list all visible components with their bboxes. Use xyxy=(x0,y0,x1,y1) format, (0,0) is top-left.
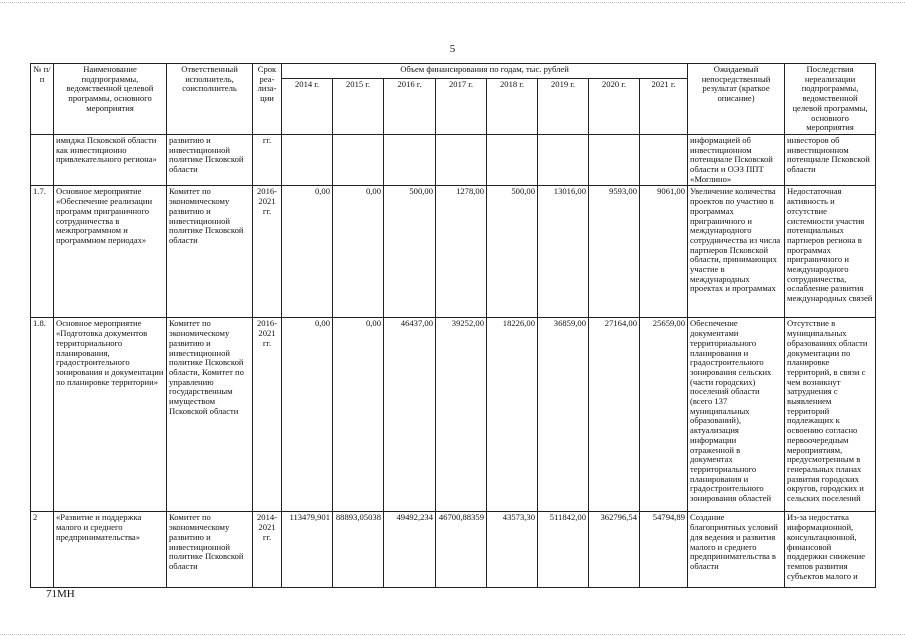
header-row-1 xyxy=(31,64,876,79)
row-value: 0,00 xyxy=(333,318,384,512)
page-number: 5 xyxy=(449,43,456,55)
row-value xyxy=(384,134,436,186)
scan-bottom-edge xyxy=(0,634,905,635)
header-name: Наименование подпрограммы, ведомственной целевой программы, основного мероприятия xyxy=(54,64,167,135)
row-value: 36859,00 xyxy=(538,318,589,512)
header-consequences: Последствия нереализации подпрограммы, ведомственной целевой программы, основного мероприятия xyxy=(785,64,876,135)
header-funding: Объем финансирования по годам, тыс. рублей xyxy=(282,64,688,79)
document-code: 71МН xyxy=(46,588,75,600)
row-result: Увеличение количества проектов по участию в программах приграничного и международного сотрудничества из числа партнеров Псковской области, принимающих участие в международных проектах и программах xyxy=(688,186,785,318)
table-row xyxy=(31,186,876,318)
row-value: 9593,00 xyxy=(589,186,640,318)
header-year: 2021 г. xyxy=(640,78,688,134)
row-value: 500,00 xyxy=(487,186,538,318)
header-result: Ожидаемый непосредственный результат (краткое описание) xyxy=(688,64,785,135)
row-value xyxy=(282,134,333,186)
row-num: 1.7. xyxy=(31,186,54,318)
row-result: информацией об инвестиционном потенциале Псковской области и ОЭЗ ППТ «Моглино» xyxy=(688,134,785,186)
row-term: 2014-2021 гг. xyxy=(253,512,282,588)
row-value: 18226,00 xyxy=(487,318,538,512)
row-value: 27164,00 xyxy=(589,318,640,512)
header-year: 2015 г. xyxy=(333,78,384,134)
row-value: 9061,00 xyxy=(640,186,688,318)
row-value: 46437,00 xyxy=(384,318,436,512)
header-year: 2018 г. xyxy=(487,78,538,134)
row-value: 1278,00 xyxy=(436,186,487,318)
row-value: 511842,00 xyxy=(538,512,589,588)
row-num: 1.8. xyxy=(31,318,54,512)
row-term: 2016-2021 гг. xyxy=(253,186,282,318)
row-value xyxy=(436,134,487,186)
row-value: 49492,234 xyxy=(384,512,436,588)
row-value: 54794,89 xyxy=(640,512,688,588)
row-value xyxy=(333,134,384,186)
row-num xyxy=(31,134,54,186)
header-year: 2020 г. xyxy=(589,78,640,134)
row-value xyxy=(487,134,538,186)
row-executor: Комитет по экономическому развитию и инвестиционной политике Псковской области xyxy=(167,186,253,318)
row-consequences: инвесторов об инвестиционном потенциале Псковской области xyxy=(785,134,876,186)
table-row xyxy=(31,318,876,512)
row-value: 113479,901 xyxy=(282,512,333,588)
row-term: 2016-2021 гг. xyxy=(253,318,282,512)
table-row xyxy=(31,134,876,186)
row-num: 2 xyxy=(31,512,54,588)
row-executor: развитию и инвестиционной политике Псковской области xyxy=(167,134,253,186)
header-year: 2016 г. xyxy=(384,78,436,134)
row-term: гг. xyxy=(253,134,282,186)
row-value: 0,00 xyxy=(282,318,333,512)
row-value: 43573,30 xyxy=(487,512,538,588)
row-value xyxy=(640,134,688,186)
row-executor: Комитет по экономическому развитию и инвестиционной политике Псковской области, Комитет по управлению государственным имуществом Псковской области xyxy=(167,318,253,512)
row-value: 0,00 xyxy=(282,186,333,318)
row-consequences: Из-за недостатка информационной, консультационной, финансовой поддержки снижение темпов развития субъектов малого и xyxy=(785,512,876,588)
funding-table xyxy=(30,63,876,588)
row-value: 13016,00 xyxy=(538,186,589,318)
row-name: Основное мероприятие «Подготовка документов территориального планирования, градостроительного зонирования и документации по планировке территории» xyxy=(54,318,167,512)
row-value: 46700,88359 xyxy=(436,512,487,588)
row-value: 25659,00 xyxy=(640,318,688,512)
header-executor: Ответственный исполнитель, соисполнитель xyxy=(167,64,253,135)
row-executor: Комитет по экономическому развитию и инвестиционной политике Псковской области xyxy=(167,512,253,588)
row-consequences: Отсутствие в муниципальных образованиях области документации по планировке территорий, в связи с чем возникнут затруднения с выявлением территорий подлежащих к освоению согласно первоочередным мероприятиям, предусмотренным в генеральных планах развития городских округов, городских и сельских поселений xyxy=(785,318,876,512)
row-consequences: Недостаточная активность и отсутствие системности участия потенциальных партнеров региона в программах приграничного и международного сотрудничества, ослабление развития международных связей xyxy=(785,186,876,318)
row-result: Создание благоприятных условий для ведения и развития малого и среднего предпринимательства в области xyxy=(688,512,785,588)
header-num: № п/п xyxy=(31,64,54,135)
row-value: 0,00 xyxy=(333,186,384,318)
row-name: имиджа Псковской области как инвестиционно привлекательного региона» xyxy=(54,134,167,186)
row-name: Основное мероприятие «Обеспечение реализации программ приграничного сотрудничества в межпрограммном и программном периодах» xyxy=(54,186,167,318)
header-year: 2014 г. xyxy=(282,78,333,134)
header-year: 2017 г. xyxy=(436,78,487,134)
row-value: 88893,05038 xyxy=(333,512,384,588)
row-value xyxy=(589,134,640,186)
row-result: Обеспечение документами территориального планирования и градостроительного зонирования сельских (части городских) поселений области (всего 137 муниципальных образований), актуализация информации отраженной в документах территориального планирования и градостроительного зонирования областей xyxy=(688,318,785,512)
row-value xyxy=(538,134,589,186)
row-name: «Развитие и поддержка малого и среднего предпринимательства» xyxy=(54,512,167,588)
row-value: 362796,54 xyxy=(589,512,640,588)
header-term: Срок реа-лиза-ции xyxy=(253,64,282,135)
table-row xyxy=(31,512,876,588)
header-year: 2019 г. xyxy=(538,78,589,134)
scan-top-edge xyxy=(0,2,905,3)
row-value: 500,00 xyxy=(384,186,436,318)
row-value: 39252,00 xyxy=(436,318,487,512)
